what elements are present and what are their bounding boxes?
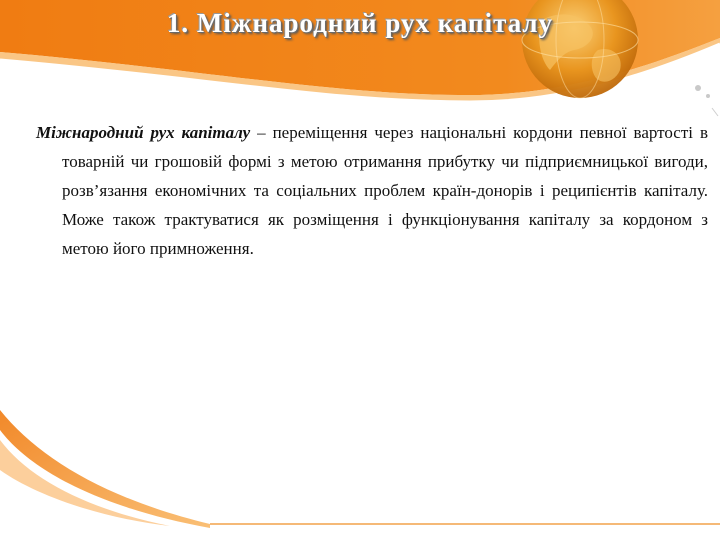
footer-swoosh	[0, 400, 720, 540]
slide-title: 1. Міжнародний рух капіталу	[166, 8, 554, 38]
definition-body: – переміщення через національні кордони певної вартості в товарній чи грошовій формі з метою отримання прибутку чи підприємницької вигоди, розв’язання економічних та соціальних проблем країн-донорів і реципієнтів капіталу. Може також трактуватися як розміщення і функціонування капіталу за кордоном з метою його примноження.	[62, 123, 708, 258]
definition-paragraph	[36, 118, 708, 263]
definition-term: Міжнародний рух капіталу	[36, 123, 251, 142]
